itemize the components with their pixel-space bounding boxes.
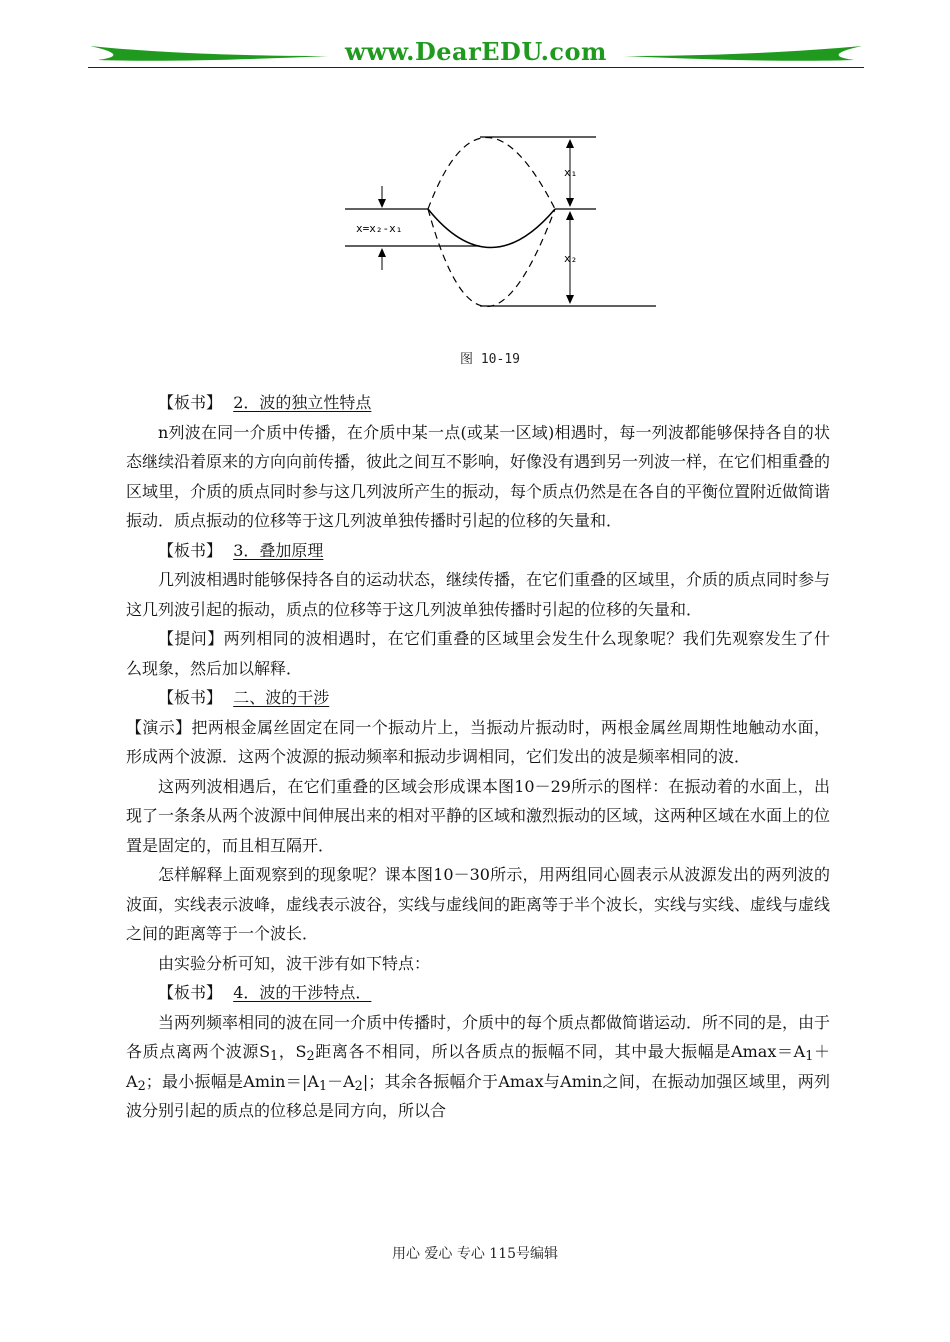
page-footer: 用心 爱心 专心 115号编辑 (391, 1246, 559, 1262)
demo-text: 把两根金属丝固定在同一个振动片上，当振动片振动时，两根金属丝周期性地触动水面，形成两个波源．这两个波源的振动频率和振动步调相同，它们发出的波是频率相同的波． (126, 717, 830, 766)
heading-text: 2．波的独立性特点 (233, 393, 372, 412)
tag-board: 【板书】 (158, 983, 223, 1002)
paragraph-interference-features (126, 1008, 830, 1126)
text-part: 当两列频率相同的波在同一介质中传播时，介质中的每个质点都做简谐运动．所不同的是，由于各质点离两个波源S (126, 1012, 831, 1061)
subscript: 2 (137, 1078, 146, 1094)
paragraph-explanation: 怎样解释上面观察到的现象呢？课本图10－30所示，用两组同心圆表示从波源发出的两列波的波面，实线表示波峰，虚线表示波谷，实线与虚线间的距离等于半个波长，实线与实线、虚线与虚线之间的距离等于一个波长． (126, 865, 831, 943)
text-part: ；最小振幅是Amin＝|A (145, 1071, 319, 1091)
section-heading-interference (126, 683, 830, 713)
paragraph-question (126, 624, 830, 683)
figure-caption: 图 10-19 (460, 352, 520, 367)
header-rule (88, 67, 864, 68)
wave-diagram (340, 124, 670, 324)
label-x: x=x₂-x₁ (356, 222, 403, 235)
paragraph-superposition: 几列波相遇时能够保持各自的运动状态，继续传播，在它们重叠的区域里，介质的质点同时参与这几列波引起的振动，质点的位移等于这几列波单独传播时引起的位移的矢量和． (126, 570, 831, 619)
text-part: ，S (278, 1042, 307, 1061)
text-part: ＋A (126, 1042, 830, 1091)
subscript: 1 (805, 1049, 814, 1065)
question-text: 两列相同的波相遇时，在它们重叠的区域里会发生什么现象呢？我们先观察发生了什么现象，然后加以解释． (126, 629, 830, 678)
section-heading-2 (126, 388, 830, 418)
heading-text: 3．叠加原理 (233, 540, 324, 560)
label-x1: x₁ (564, 166, 578, 179)
tag-board: 【板书】 (158, 688, 223, 707)
label-x2: x₂ (564, 252, 578, 265)
heading-text: 4．波的干涉特点． (233, 983, 372, 1002)
dashed-crest (428, 138, 555, 210)
subscript: 2 (306, 1049, 315, 1065)
text-part: |；其余各振幅介于Amax与Amin之间，在振动加强区域里，两列波分别引起的质点的位移总是同方向，所以合 (126, 1071, 830, 1120)
document-body (126, 388, 830, 1126)
wave-figure (340, 124, 670, 324)
subscript: 1 (318, 1078, 328, 1094)
section-heading-4 (126, 978, 830, 1008)
tag-question: 【提问】 (158, 629, 224, 648)
resultant-wave (428, 209, 555, 248)
dashed-trough (428, 209, 555, 307)
site-title: www.DearEDU.com (345, 37, 607, 66)
text-part: 距离各不相同，所以各质点的振幅不同，其中最大振幅是Amax＝A (314, 1042, 806, 1061)
paragraph-pattern: 这两列波相遇后，在它们重叠的区域会形成课本图10－29所示的图样：在振动着的水面上，出现了一条条从两个波源中间伸展出来的相对平静的区域和激烈振动的区域，这两种区域在水面上的位置是固定的，而且相互隔开． (126, 776, 831, 855)
paragraph-demo (126, 713, 830, 772)
tag-board: 【板书】 (158, 540, 223, 560)
subscript: 1 (270, 1049, 279, 1065)
tag-demo: 【演示】 (126, 717, 192, 737)
text-part: －A (327, 1071, 355, 1091)
heading-text: 二、波的干涉 (233, 688, 330, 707)
tag-board: 【板书】 (158, 393, 223, 412)
paragraph-independence: n列波在同一介质中传播，在介质中某一点(或某一区域)相遇时，每一列波都能够保持各自的状态继续沿着原来的方向向前传播，彼此之间互不影响，好像没有遇到另一列波一样，在它们相重叠的区域里，介质的质点同时参与这几列波所产生的振动，每个质点仍然是在各自的平衡位置附近做简谐振动．质点振动的位移等于这几列波单独传播时引起的位移的矢量和． (126, 422, 831, 530)
section-heading-3 (126, 536, 830, 566)
paragraph-conclusion: 由实验分析可知，波干涉有如下特点： (158, 953, 431, 973)
subscript: 2 (354, 1078, 363, 1094)
